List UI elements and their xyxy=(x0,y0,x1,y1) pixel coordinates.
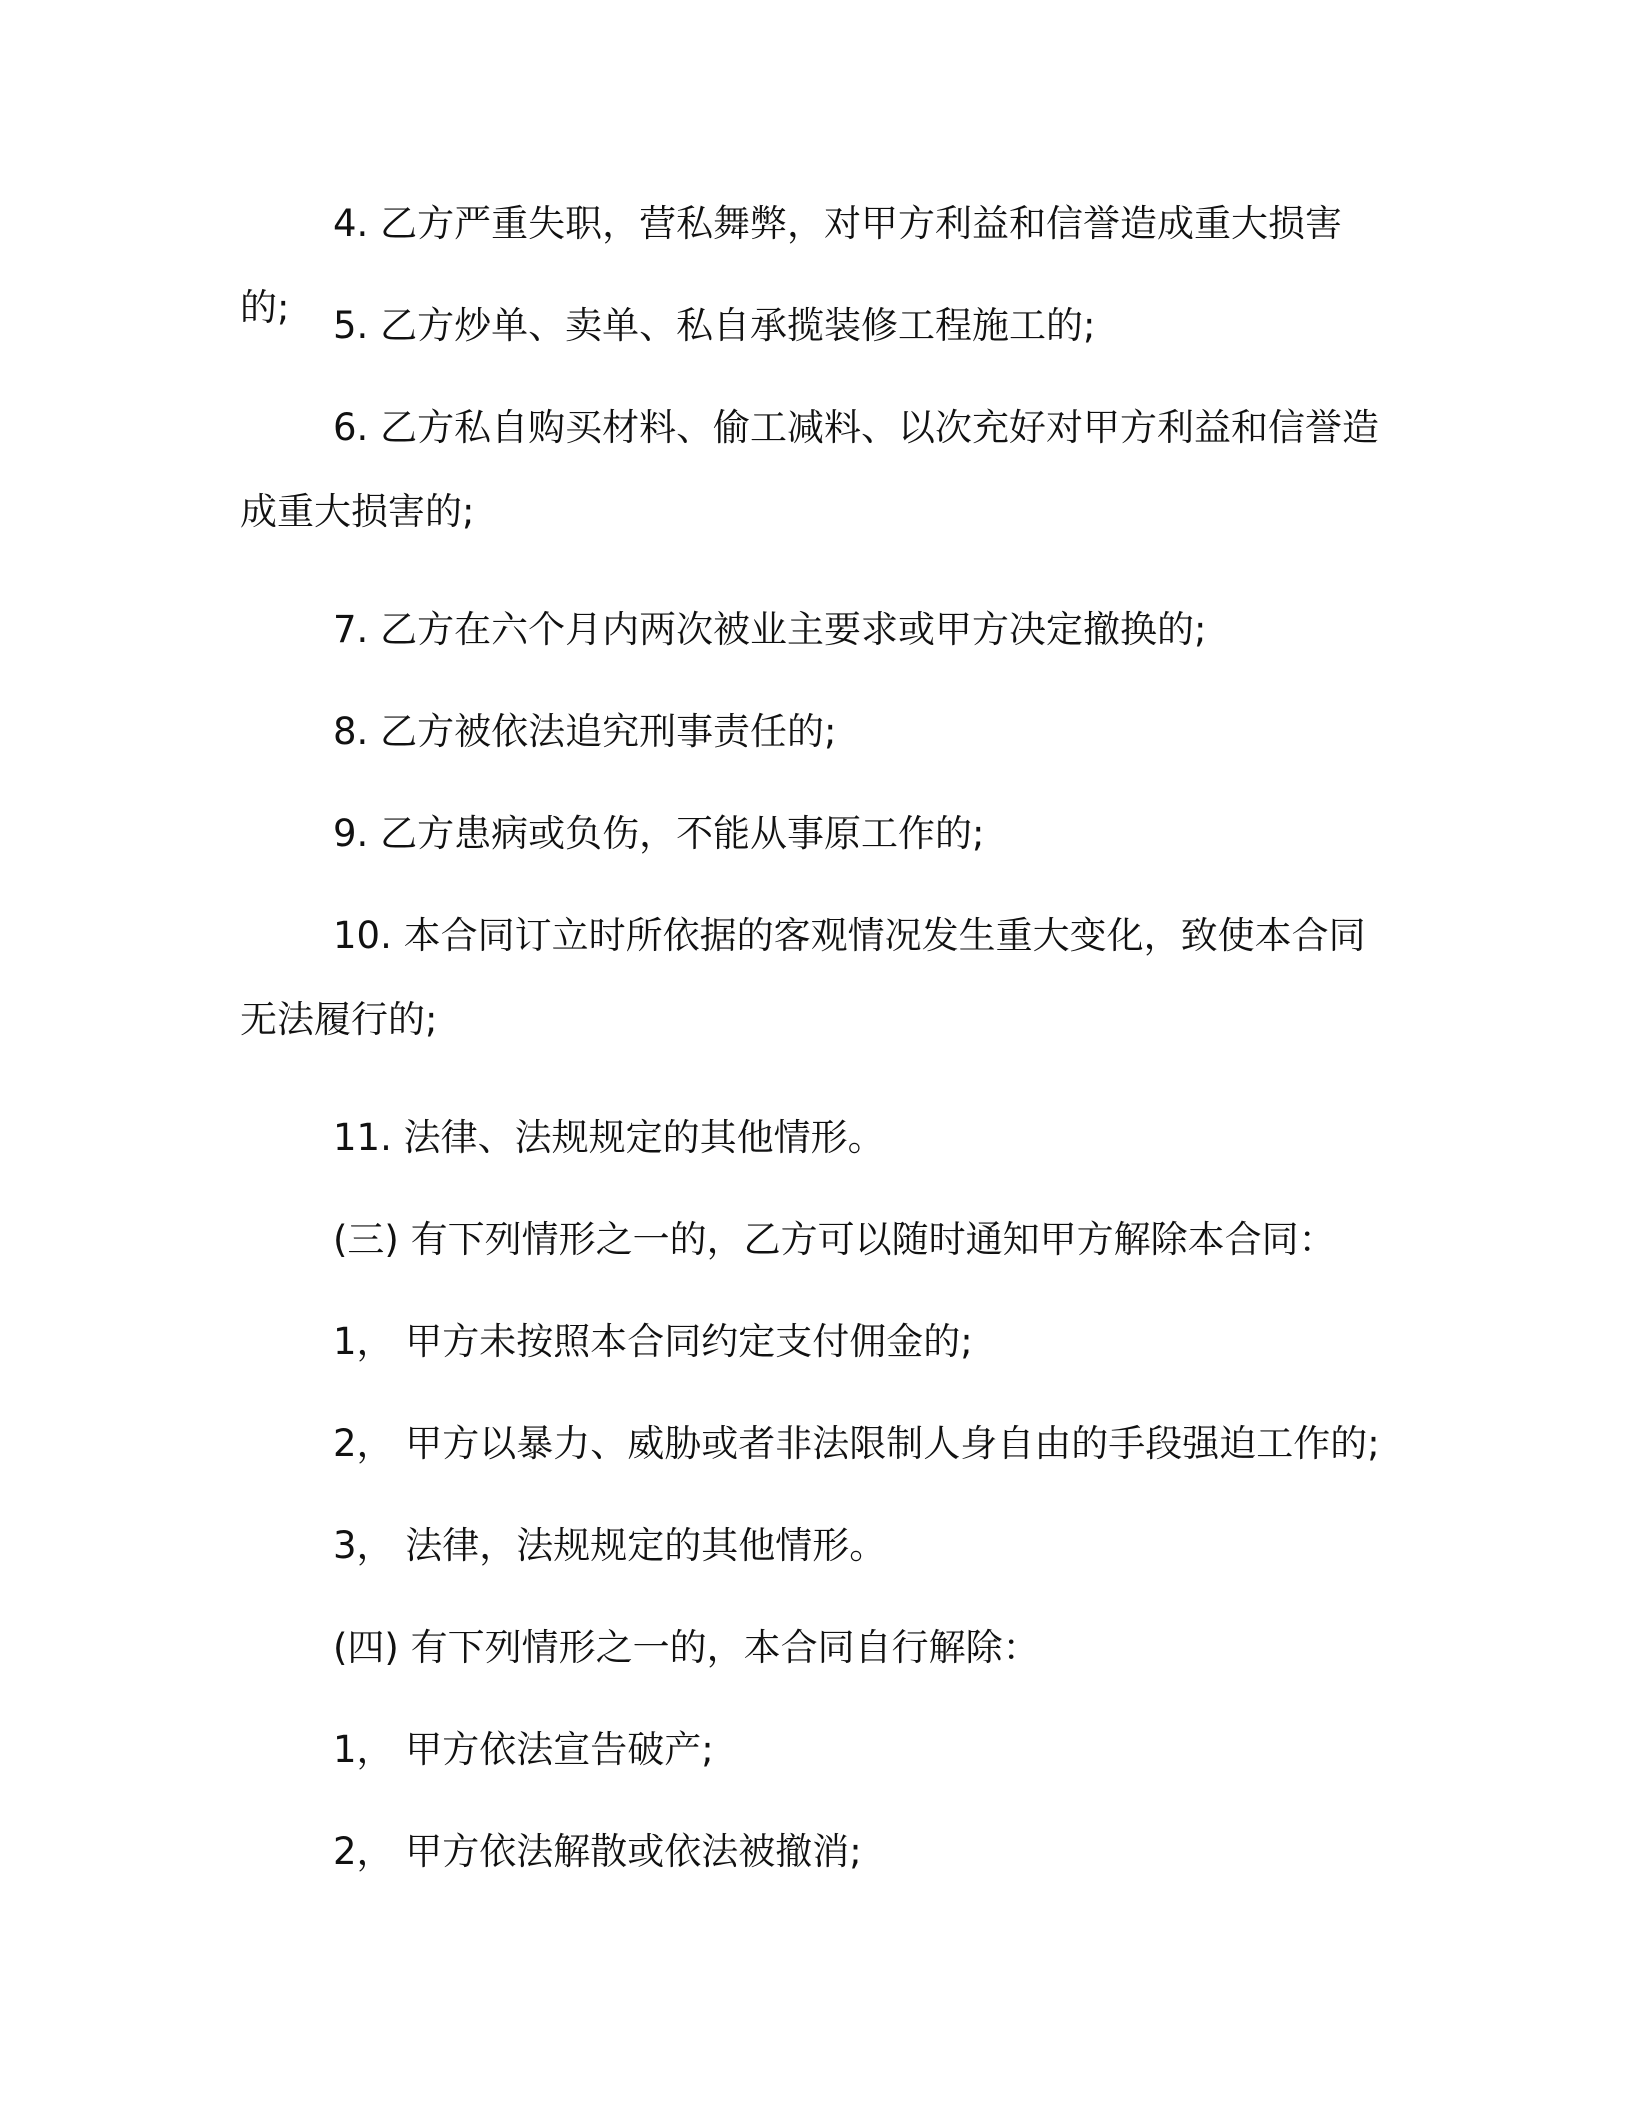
section-4-heading: (四) 有下列情形之一的，本合同自行解除： xyxy=(333,1626,1040,1669)
section-4-item-2: 2， 甲方依法解散或依法被撤消; xyxy=(333,1830,862,1873)
clause-5: 5. 乙方炒单、卖单、私自承揽装修工程施工的; xyxy=(333,304,1096,347)
clause-11: 11. 法律、法规规定的其他情形。 xyxy=(333,1116,885,1159)
section-4-item-1: 1， 甲方依法宣告破产; xyxy=(333,1728,714,1771)
section-3-heading: (三) 有下列情形之一的，乙方可以随时通知甲方解除本合同： xyxy=(333,1218,1336,1261)
clause-4: 4. 乙方严重失职，营私舞弊，对甲方利益和信誉造成重大损害的; xyxy=(240,202,1343,329)
section-3-item-2: 2， 甲方以暴力、威胁或者非法限制人身自由的手段强迫工作的; xyxy=(333,1422,1380,1465)
clause-8: 8. 乙方被依法追究刑事责任的; xyxy=(333,710,837,753)
clause-10: 10. 本合同订立时所依据的客观情况发生重大变化，致使本合同无法履行的; xyxy=(240,914,1366,1041)
clause-7: 7. 乙方在六个月内两次被业主要求或甲方决定撤换的; xyxy=(333,608,1207,651)
section-3-item-3: 3， 法律，法规规定的其他情形。 xyxy=(333,1524,887,1567)
clause-6: 6. 乙方私自购买材料、偷工减料、以次充好对甲方利益和信誉造成重大损害的; xyxy=(240,406,1380,533)
section-3-item-1: 1， 甲方未按照本合同约定支付佣金的; xyxy=(333,1320,973,1363)
clause-9: 9. 乙方患病或负伤，不能从事原工作的; xyxy=(333,812,985,855)
